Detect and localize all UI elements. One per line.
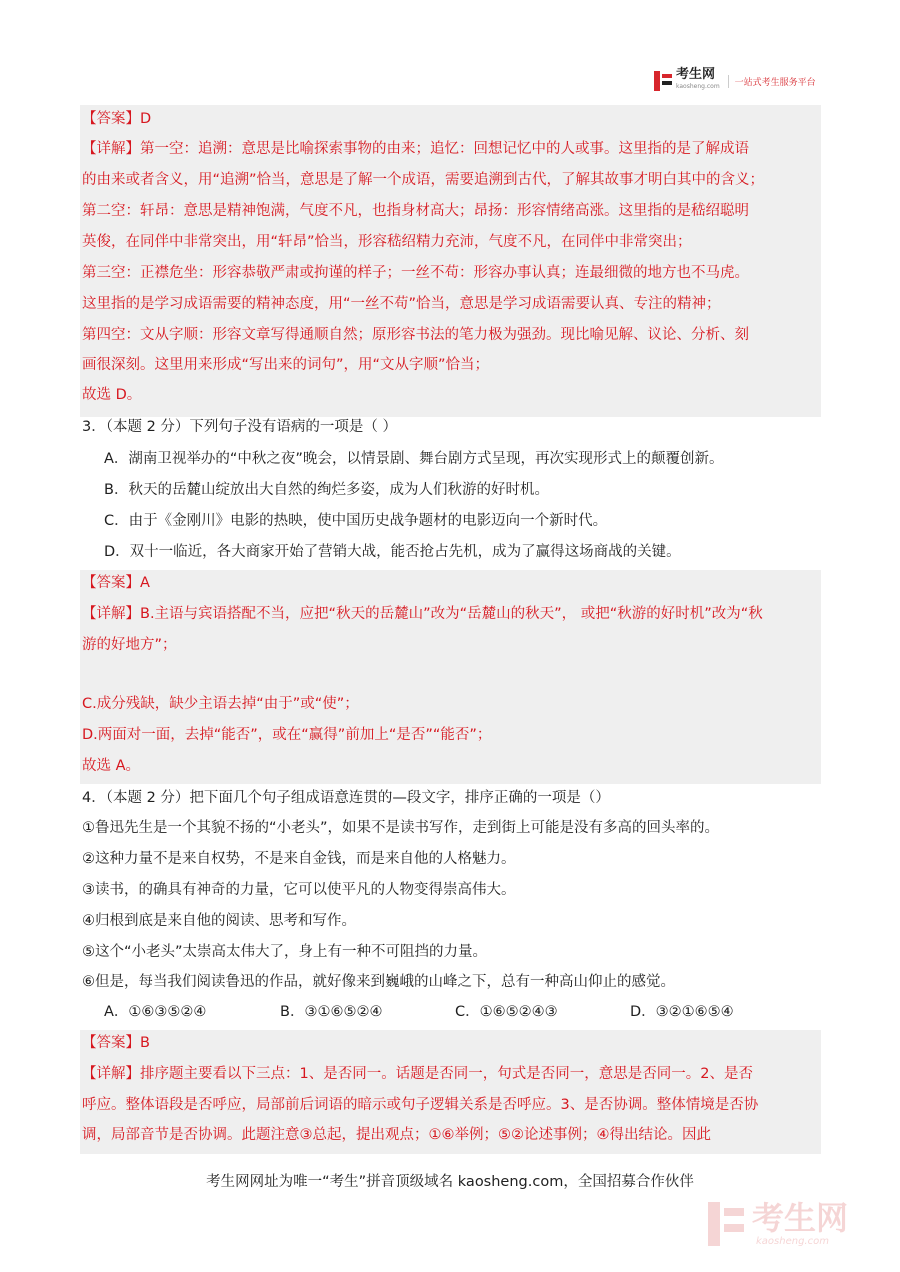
q3-answer: 【答案】A xyxy=(82,575,150,591)
q3-detail-line: 故选 A。 xyxy=(82,758,141,774)
watermark-name: 考生网 xyxy=(752,1199,849,1237)
logo-domain: kaosheng.com xyxy=(676,83,720,90)
q2-detail-line: 第二空：轩昂：意思是精神饱满，气度不凡，也指身材高大；昂扬：形容情绪高涨。这里指的是嵇绍聪明 xyxy=(82,203,749,219)
site-logo[interactable] xyxy=(654,67,824,92)
q4-option-c: C．①⑥⑤②④③ xyxy=(455,1004,558,1020)
logo-name: 考生网 xyxy=(676,67,716,82)
q4-answer: 【答案】B xyxy=(82,1035,150,1051)
q3-stem: 3．（本题 2 分）下列句子没有语病的一项是（ ） xyxy=(82,419,398,435)
q3-detail-line: D.两面对一面，去掉“能否”，或在“赢得”前加上“是否”“能否”； xyxy=(82,727,492,743)
q3-option-d: D．双十一临近，各大商家开始了营销大战，能否抢占先机，成为了赢得这场商战的关键。 xyxy=(104,544,681,560)
logo-mark-icon xyxy=(654,71,672,91)
q2-detail-line: 故选 D。 xyxy=(82,387,142,403)
watermark-logo xyxy=(708,1200,888,1260)
q3-option-c: C．由于《金刚川》电影的热映，使中国历史战争题材的电影迈向一个新时代。 xyxy=(104,513,608,529)
q3-detail-line: C.成分残缺，缺少主语去掉“由于”或“使”； xyxy=(82,696,359,712)
watermark-domain: kaosheng.com xyxy=(756,1236,829,1247)
q3-detail-line: 【详解】B.主语与宾语搭配不当，应把“秋天的岳麓山”改为“岳麓山的秋天”， 或把“秋游的好时机”改为“秋 xyxy=(82,606,763,622)
q4-option-a: A．①⑥③⑤②④ xyxy=(104,1004,207,1020)
q3-answer-box xyxy=(80,570,821,784)
q4-sentence: ①鲁迅先生是一个其貌不扬的“小老头”，如果不是读书写作，走到街上可能是没有多高的回头率的。 xyxy=(82,820,720,836)
q3-option-b: B．秋天的岳麓山绽放出大自然的绚烂多姿，成为人们秋游的好时机。 xyxy=(104,482,549,498)
q4-stem: 4．（本题 2 分）把下面几个句子组成语意连贯的—段文字，排序正确的一项是（） xyxy=(82,790,610,806)
q2-answer: 【答案】D xyxy=(82,111,152,127)
q4-sentence: ⑥但是，每当我们阅读鲁迅的作品，就好像来到巍峨的山峰之下，总有一种高山仰止的感觉。 xyxy=(82,974,675,990)
q2-detail-line: 这里指的是学习成语需要的精神态度，用“一丝不苟”恰当，意思是学习成语需要认真、专注的精神； xyxy=(82,296,721,312)
q4-detail-line: 调，局部音节是否协调。此题注意③总起，提出观点；①⑥举例；⑤②论述事例；④得出结论。因此 xyxy=(82,1127,711,1143)
q4-sentence: ④归根到底是来自他的阅读、思考和写作。 xyxy=(82,913,356,929)
watermark-mark-icon xyxy=(708,1202,744,1246)
q4-sentence: ②这种力量不是来自权势，不是来自金钱，而是来自他的人格魅力。 xyxy=(82,851,516,867)
footer-text: 考生网网址为唯一“考生”拼音顶级域名 kaosheng.com，全国招募合作伙伴 xyxy=(206,1174,694,1190)
q2-detail-line: 的由来或者含义，用“追溯”恰当，意思是了解一个成语，需要追溯到古代，了解其故事才明白其中的含义； xyxy=(82,172,765,188)
q3-detail-line: 游的好地方”； xyxy=(82,637,177,653)
q4-sentence: ⑤这个“小老头”太崇高太伟大了，身上有一种不可阻挡的力量。 xyxy=(82,944,488,960)
q4-option-b: B．③①⑥⑤②④ xyxy=(280,1004,383,1020)
q4-option-d: D．③②①⑥⑤④ xyxy=(630,1004,734,1020)
q4-detail-line: 呼应。整体语段是否呼应，局部前后词语的暗示或句子逻辑关系是否呼应。3、是否协调。整体情境是否协 xyxy=(82,1097,759,1113)
q4-sentence: ③读书，的确具有神奇的力量，它可以使平凡的人物变得崇高伟大。 xyxy=(82,882,516,898)
q2-detail-line: 第四空：文从字顺：形容文章写得通顺自然；原形容书法的笔力极为强劲。现比喻见解、议论、分析、刻 xyxy=(82,327,749,343)
q2-detail-line: 第三空：正襟危坐：形容恭敬严肃或拘谨的样子；一丝不苟：形容办事认真；连最细微的地方也不马虎。 xyxy=(82,265,749,281)
q4-detail-line: 【详解】排序题主要看以下三点：1、是否同一。话题是否同一，句式是否同一，意思是否同一。2、是否 xyxy=(82,1066,753,1082)
q2-detail-line: 英俊，在同伴中非常突出，用“轩昂”恰当，形容嵇绍精力充沛，气度不凡，在同伴中非常突出； xyxy=(82,234,692,250)
q2-detail-line: 画很深刻。这里用来形成“写出来的词句”，用“文从字顺”恰当； xyxy=(82,357,490,373)
q3-option-a: A．湖南卫视举办的“中秋之夜”晚会，以情景剧、舞台剧方式呈现，再次实现形式上的颠覆创新。 xyxy=(104,451,724,467)
logo-slogan: 一站式考生服务平台 xyxy=(728,75,816,88)
q2-detail-line: 【详解】第一空：追溯：意思是比喻探索事物的由来；追忆：回想记忆中的人或事。这里指的是了解成语 xyxy=(82,141,749,157)
